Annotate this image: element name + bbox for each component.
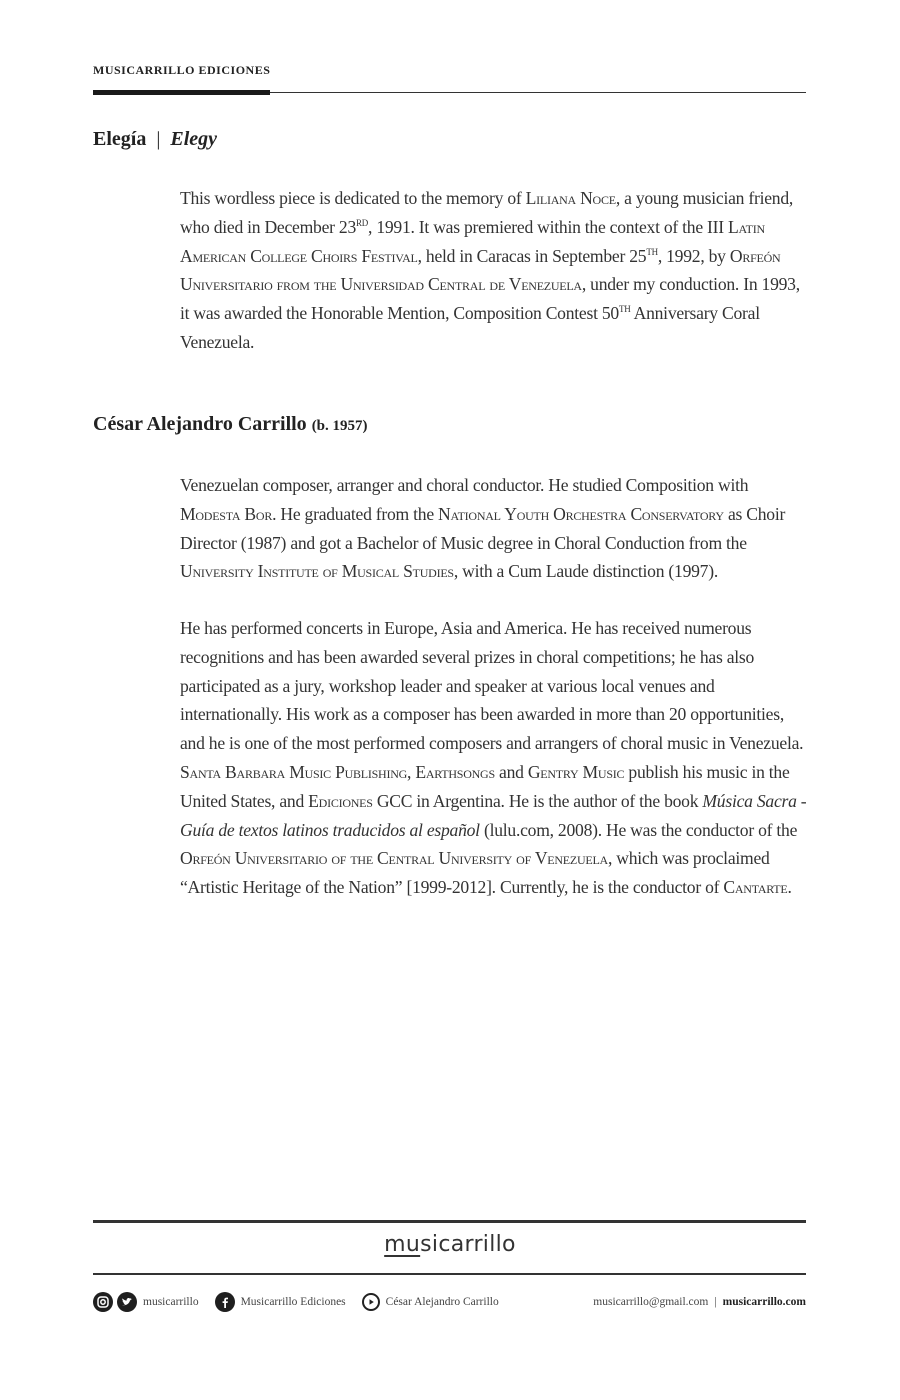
brand-logo: musicarrillo: [384, 1232, 516, 1257]
person-name: Liliana Noce: [525, 188, 616, 208]
facebook-icon[interactable]: [215, 1292, 235, 1312]
social-links-bar: [93, 1290, 806, 1314]
contact-separator: |: [714, 1296, 717, 1308]
footer-rule-top: [93, 1220, 806, 1223]
author-heading: [93, 413, 368, 436]
facebook-page-name[interactable]: Musicarrillo Ediciones: [240, 1296, 346, 1308]
book-title: Música Sacra - Guía de textos latinos traducidos al español: [180, 790, 807, 840]
elegy-description: This wordless piece is dedicated to the memory of Liliana Noce, a young musician friend, who died in December 23RD, 1991. It was premiered within the context of the III Latin American College Choirs Festival, held in Caracas in September 25TH, 1992, by Orfeón Universitario from the Universidad Central de Venezuela, under my conduction. In 1993, it was awarded the Honorable Mention, Composition Contest 50TH Anniversary Coral Venezuela.: [180, 188, 800, 352]
contact-info: [593, 1296, 806, 1308]
section-title: [93, 128, 217, 151]
publisher-name: MUSICARRILLO EDICIONES: [93, 63, 271, 77]
title-separator: |: [156, 128, 161, 150]
email-link[interactable]: musicarrillo@gmail.com: [593, 1296, 709, 1308]
bio-paragraph-1: Venezuelan composer, arranger and choral conductor. He studied Composition with Modesta Bor. He graduated from the National Youth Orchestra Conservatory as Choir Director (1987) and got a Bachelor of Music degree in Choral Conduction from the University Institute of Musical Studies, with a Cum Laude distinction (1997).: [180, 475, 786, 582]
header-accent-bar: [93, 90, 270, 95]
author-name: César Alejandro Carrillo: [93, 413, 307, 435]
festival-name: Latin American College Choirs Festival: [180, 216, 765, 266]
youtube-channel-name[interactable]: César Alejandro Carrillo: [385, 1296, 499, 1308]
website-link[interactable]: musicarrillo.com: [722, 1296, 806, 1308]
author-years: (b. 1957): [311, 418, 368, 434]
twitter-icon[interactable]: [117, 1292, 137, 1312]
footer-rule-bottom: [93, 1273, 806, 1275]
bio-paragraph-2: He has performed concerts in Europe, Asia and America. He has received numerous recognitions and has been awarded several prizes in choral competitions; he has also participated as a jury, workshop leader and speaker at various local venues and internationally. His work as a composer has been awarded in more than 20 opportunities, and he is one of the most performed composers and arrangers of choral music in Venezuela. Santa Barbara Music Publishing, Earthsongs and Gentry Music publish his music in the United States, and Ediciones GCC in Argentina. He is the author of the book Música Sacra - Guía de textos latinos traducidos al español (lulu.com, 2008). He was the conductor of the Orfeón Universitario of the Central University of Venezuela, which was proclaimed “Artistic Heritage of the Nation” [1999-2012]. Currently, he is the conductor of Cantarte.: [180, 618, 807, 898]
instagram-icon[interactable]: [93, 1292, 113, 1312]
title-spanish: Elegía: [93, 128, 147, 150]
instagram-twitter-handle[interactable]: musicarrillo: [143, 1296, 199, 1308]
choir-name: Orfeón Universitario from the Universidad Central de Venezuela: [180, 245, 781, 295]
title-english: Elegy: [170, 128, 218, 150]
youtube-icon[interactable]: [362, 1293, 380, 1311]
